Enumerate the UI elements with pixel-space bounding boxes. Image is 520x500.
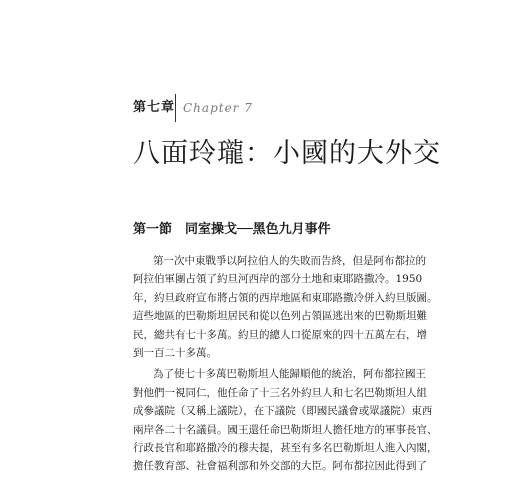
text-line: 民，總共有七十多萬。約旦的總人口從原來的四十五萬左右，增	[133, 328, 427, 341]
text-line: 行政長官和耶路撒冷的穆夫提，甚至有多名巴勒斯坦人進入內閣，	[133, 442, 438, 455]
text-line: 為了使七十多萬巴勒斯坦人能歸順他的統治，阿布都拉國王	[153, 368, 426, 381]
section-title: 第一節 同室操戈──黑色九月事件	[133, 222, 331, 237]
chapter-divider	[175, 94, 176, 122]
paragraph	[133, 252, 438, 362]
text-line: 這些地區的巴勒斯坦居民和從以色列占領區逃出來的巴勒斯坦難	[133, 310, 427, 323]
text-line: 到一百二十多萬。	[133, 347, 217, 360]
text-line: 對他們一視同仁，他任命了十三名外約旦人和七名巴勒斯坦人組	[133, 386, 427, 399]
text-line: 阿拉伯軍團占領了約旦河西岸的部分土地和東耶路撒冷。1950	[133, 273, 423, 286]
text-line: 兩岸各二十名議員。國王還任命巴勒斯坦人擔任地方的軍事長官、	[133, 423, 438, 436]
text-line: 成參議院（又稱上議院），在下議院（即國民議會或眾議院）東西	[133, 405, 433, 418]
chapter-script-label: Chapter 7	[183, 101, 253, 115]
text-line: 第一次中東戰爭以阿拉伯人的失敗而告終，但是阿布都拉的	[153, 255, 426, 267]
body-text	[133, 252, 438, 476]
chapter-label: 第七章	[133, 100, 176, 115]
chapter-title: 八面玲瓏：小國的大外交	[133, 138, 441, 169]
text-line: 擔任教育部、社會福利部和外交部的大臣。阿布都拉因此得到了	[133, 460, 427, 473]
text-line: 年，約旦政府宣布將占領的西岸地區和東耶路撒冷併入約旦版圖。	[133, 291, 438, 304]
paragraph	[133, 365, 438, 475]
